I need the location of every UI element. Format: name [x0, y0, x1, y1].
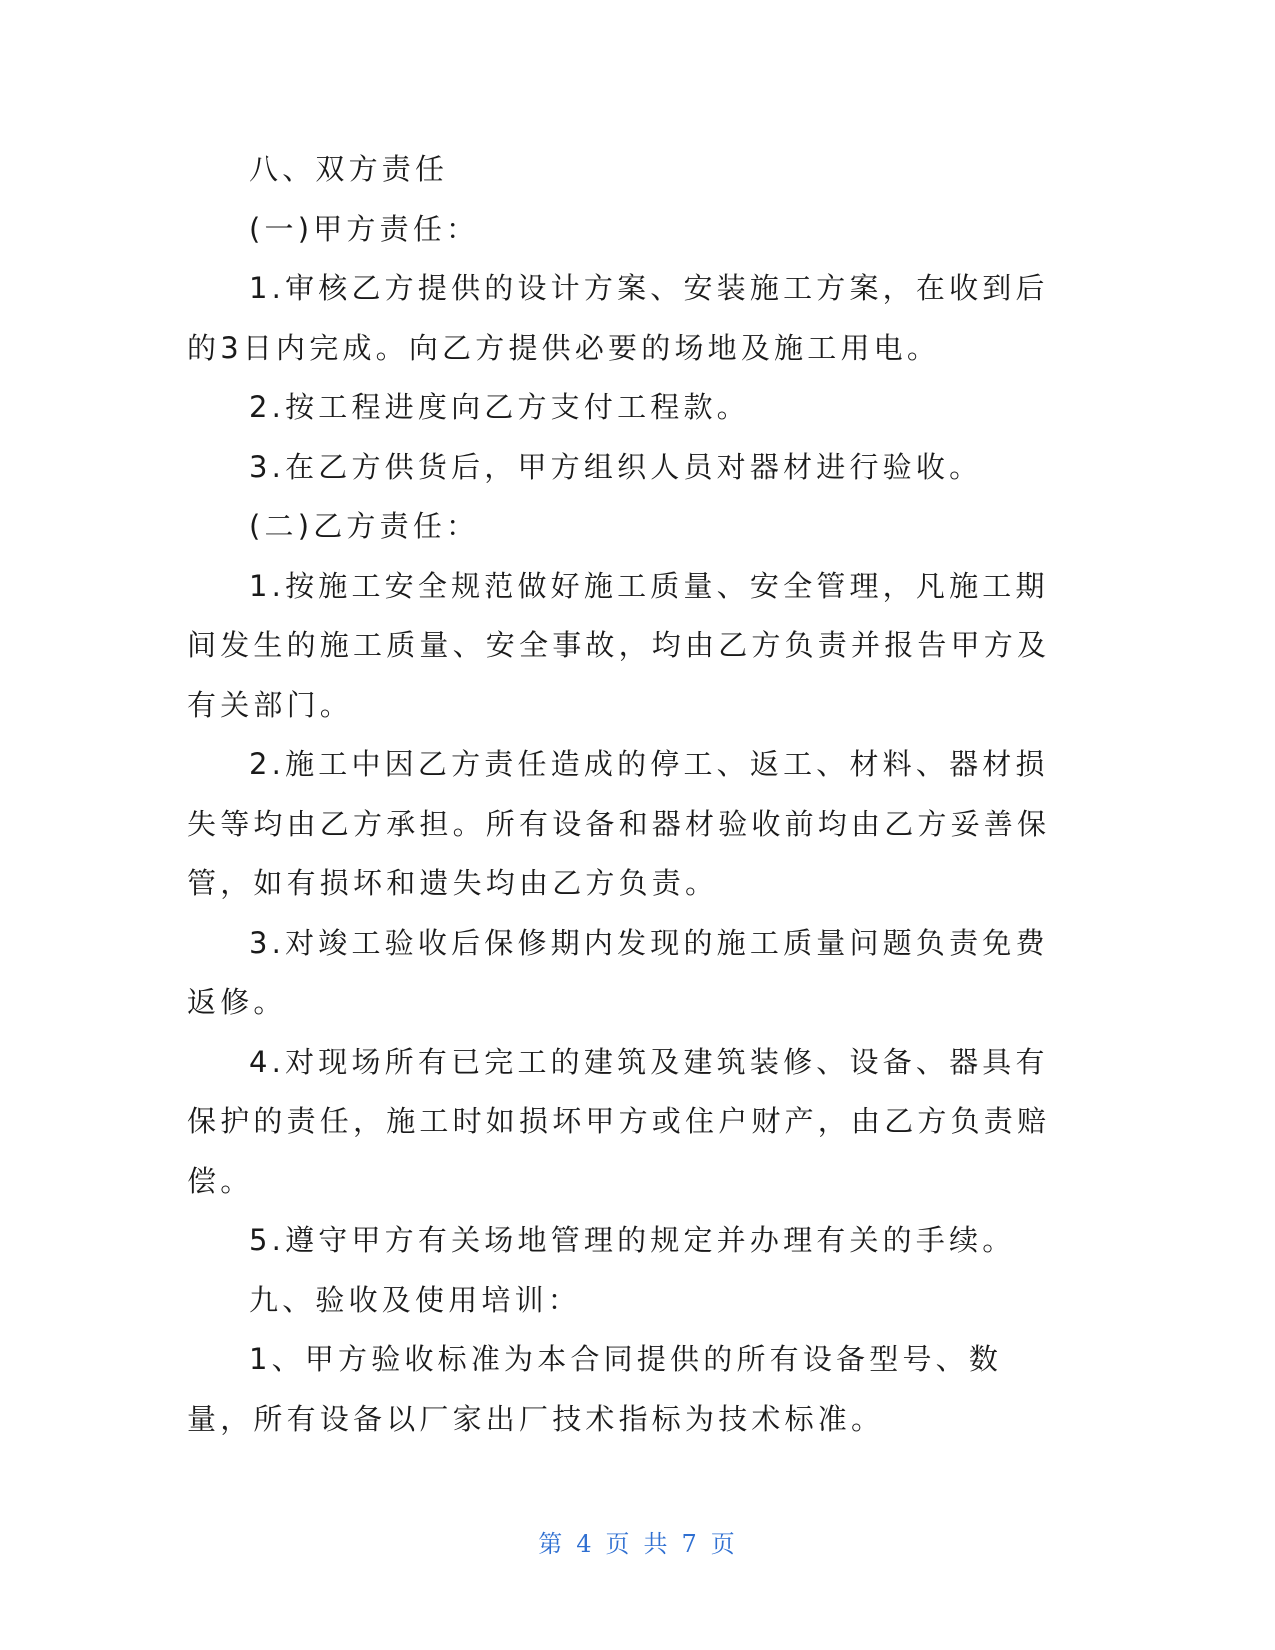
party-b-item-4: 4.对现场所有已完工的建筑及建筑装修、设备、器具有保护的责任，施工时如损坏甲方或住户财产，由乙方负责赔偿。	[187, 1044, 1051, 1198]
footer-prefix: 第	[538, 1530, 565, 1558]
party-a-item-1: 1.审核乙方提供的设计方案、安装施工方案，在收到后的3日内完成。向乙方提供必要的场地及施工用电。	[187, 271, 1049, 365]
party-a-item-2: 2.按工程进度向乙方支付工程款。	[249, 390, 750, 424]
section-heading-8: 八、双方责任	[249, 152, 449, 186]
subheading-party-b: (二)乙方责任：	[249, 509, 480, 543]
party-b-item-2: 2.施工中因乙方责任造成的停工、返工、材料、器材损失等均由乙方承担。所有设备和器材验收前均由乙方妥善保管，如有损坏和遗失均由乙方负责。	[187, 747, 1051, 900]
footer-total-pages: 7	[681, 1530, 699, 1558]
footer-page-word: 页	[605, 1530, 632, 1558]
subheading-party-a: (一)甲方责任：	[249, 211, 480, 246]
acceptance-item-1: 1、甲方验收标准为本合同提供的所有设备型号、数量，所有设备以厂家出厂技术指标为技术标准。	[187, 1342, 1003, 1436]
party-a-item-3: 3.在乙方供货后，甲方组织人员对器材进行验收。	[249, 449, 983, 484]
document-body	[187, 140, 1067, 1449]
page-footer	[0, 1524, 1275, 1559]
footer-suffix: 页	[710, 1530, 737, 1558]
party-b-item-5: 5.遵守甲方有关场地管理的规定并办理有关的手续。	[249, 1223, 1016, 1257]
party-b-item-3: 3.对竣工验收后保修期内发现的施工质量问题负责免费返修。	[187, 925, 1049, 1019]
section-heading-9: 九、验收及使用培训：	[249, 1282, 582, 1317]
footer-total-prefix: 共	[643, 1530, 670, 1558]
party-b-item-1: 1.按施工安全规范做好施工质量、安全管理，凡施工期间发生的施工质量、安全事故，均由乙方负责并报告甲方及有关部门。	[187, 568, 1051, 722]
footer-current-page: 4	[576, 1530, 594, 1558]
